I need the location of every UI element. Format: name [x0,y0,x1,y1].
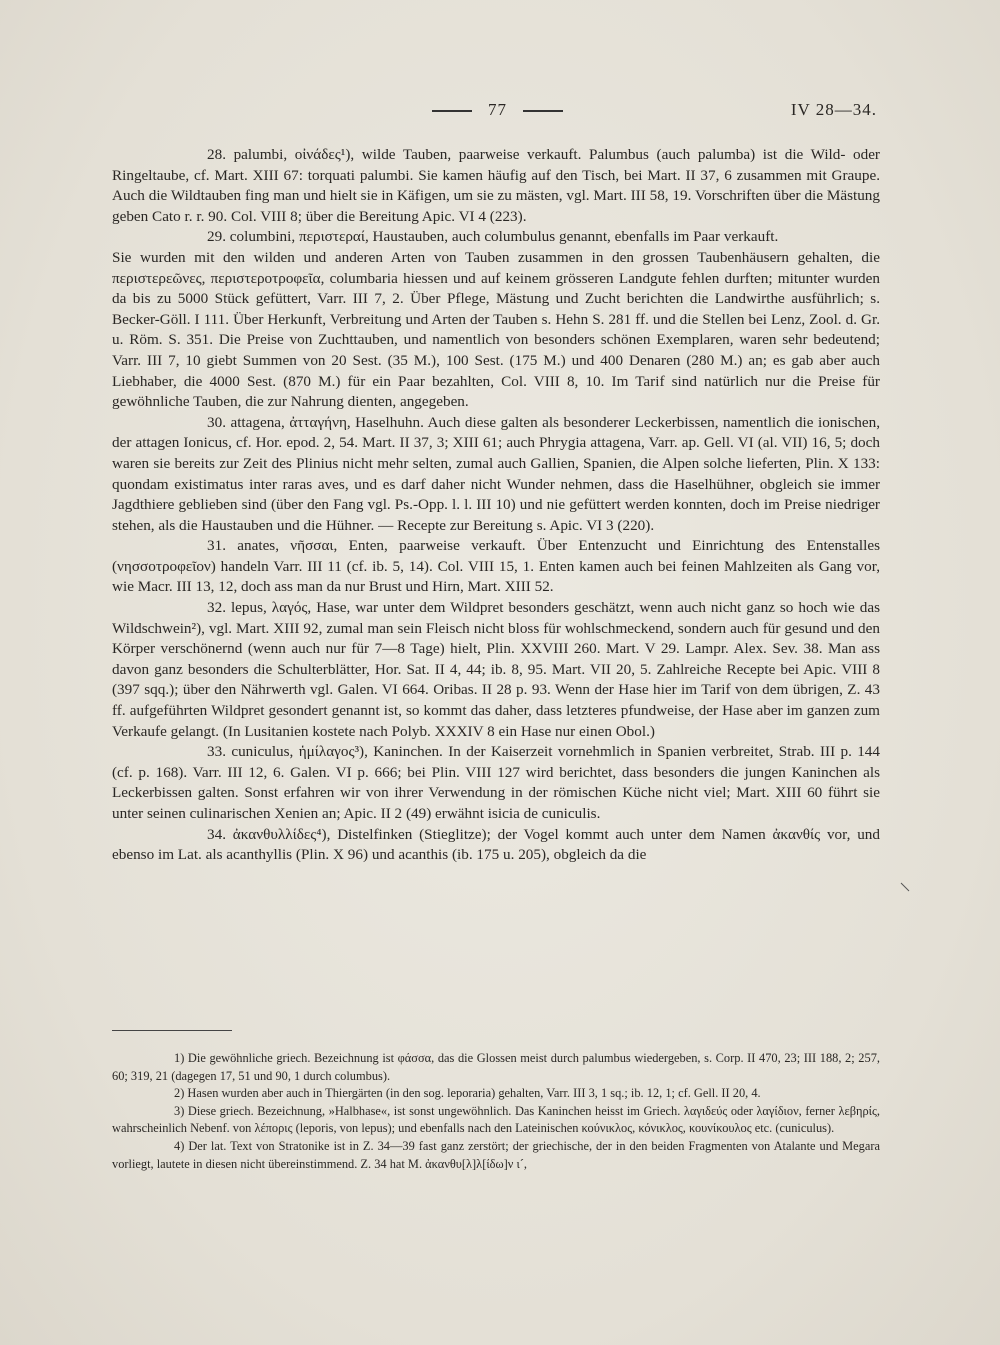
right-dash [523,110,563,112]
paragraph-34: 34. ἀκανθυλλίδες⁴), Distelfinken (Stieglitze); der Vogel kommt auch unter dem Namen ἀκανθίς vor, und ebenso im Lat. als acanthyllis (Plin. X 96) und acanthis (ib. 175 u. 205), obgleich da die [112,825,880,864]
paragraph-32: 32. lepus, λαγός, Hase, war unter dem Wildpret besonders geschätzt, wenn auch nicht ganz so hoch wie das Wildschwein²), vgl. Mart. XIII 92, zumal man sein Fleisch nicht bloss für wohlschmeckend, sondern auch für gesund und den Körper verschönernd (wenn auch nur für 7—8 Tage) hielt, Plin. XXVIII 260. Mart. V 29. Lampr. Alex. Sev. 38. Man ass davon ganz besonders die Schulterblätter, Hor. Sat. II 4, 44; ib. 8, 95. Mart. VII 20, 5. Zahlreiche Recepte bei Apic. VIII 8 (397 sqq.); über den Nährwerth vgl. Galen. VI 664. Oribas. II 28 p. 93. Wenn der Hase hier im Tarif von dem übrigen, Z. 43 ff. aufgeführten Wildpret gesondert genannt ist, so kommt das daher, dass letzteres pfundweise, der Hase aber im ganzen zum Verkaufe gelangt. (In Lusitanien kostete nach Polyb. XXXIV 8 ein Hase nur einen Obol.) [112,599,880,740]
footnote-4: 4) Der lat. Text von Stratonike ist in Z. 34—39 fast ganz zerstört; der griechische, der in den beiden Fragmenten von Atalante und Megara vorliegt, lautete in diesen nicht übereinstimmend. Z. 34 hat M. ἀκανθυ[λ]λ[ίδω]ν ι´, [112,1138,880,1171]
main-text [112,145,880,866]
footnote-rule [112,1030,232,1031]
paragraph-33: 33. cuniculus, ἡμίλαγος³), Kaninchen. In der Kaiserzeit vornehmlich in Spanien verbreitet, Strab. III p. 144 (cf. p. 168). Varr. III 12, 6. Galen. VI p. 666; bei Plin. VIII 127 wird berichtet, dass besonders die jungen Kaninchen als Leckerbissen galten. Sonst erfahren wir von ihrer Verwendung in der römischen Küche nicht viel; Mart. XIII 60 führt sie unter seinen culinarischen Xenien an; Apic. II 2 (49) erwähnt isicia de cuniculis. [112,743,880,822]
footnotes [112,1050,880,1173]
footnote-2: 2) Hasen wurden aber auch in Thiergärten (in den sog. leporaria) gehalten, Varr. III 3, 1 sq.; ib. 12, 1; cf. Gell. II 20, 4. [174,1086,761,1101]
paragraph-28: 28. palumbi, οἰνάδες¹), wilde Tauben, paarweise verkauft. Palumbus (auch palumba) ist die Wild- oder Ringeltaube, cf. Mart. XIII 67: torquati palumbi. Sie kamen häufig auf den Tisch, bei Mart. II 37, 6 zusammen mit Graupe. Auch die Wildtauben fing man und hielt sie in Käfigen, um sie zu mästen, vgl. Mart. III 58, 19. Vorschriften über die Mästung geben Cato r. r. 90. Col. VIII 8; über die Bereitung Apic. VI 4 (223). [112,146,880,225]
page-number-line [110,100,885,120]
margin-mark [900,882,910,892]
section-reference: IV 28—34. [790,100,877,119]
footnote-1: 1) Die gewöhnliche griech. Bezeichnung ist φάσσα, das die Glossen meist durch palumbus wiedergeben, s. Corp. II 470, 23; III 188, 2; 257, 60; 319, 21 (dagegen 17, 51 und 90, 1 durch columbus). [112,1051,880,1083]
paragraph-29: 29. columbini, περιστεραί, Haustauben, auch columbulus genannt, ebenfalls im Paar verkauft. [207,228,779,246]
paragraph-30: 30. attagena, ἀτταγήνη, Haselhuhn. Auch diese galten als besonderer Leckerbissen, namentlich die ionischen, der attagen Ionicus, cf. Hor. epod. 2, 54. Mart. II 37, 3; XIII 61; auch Phrygia attagena, Varr. ap. Gell. VI (al. VII) 16, 5; doch waren sie bereits zur Zeit des Plinius nicht mehr selten, zumal auch Gallien, Spanien, die Alpen solche lieferten, Plin. X 133: quondam existimatus inter raras aves, und es darf daher nicht Wunder nehmen, dass die Haselhühner, obgleich sie immer Jagdthiere geblieben sind (über den Fang vgl. Ps.-Opp. l. l. III 10) und nie gefüttert werden konnten, doch im Preise niedriger stehen, als die Haustauben und die Hühner. — Recepte zur Bereitung s. Apic. VI 3 (220). [112,413,880,534]
page-number: 77 [488,100,507,119]
running-header [110,100,885,124]
left-dash [432,110,472,112]
paragraph-29-continued: Sie wurden mit den wilden und anderen Arten von Tauben zusammen in den grossen Taubenhäusern gehalten, die περιστερεῶνες, περιστεροτροφεῖα, columbaria hiessen und auf keinem grösseren Landgute fehlen durften; mitunter wurden da bis zu 5000 Stück gefüttert, Varr. III 7, 2. Über Pflege, Mästung und Zucht berichten die Landwirthe ausführlich; s. Becker-Göll. I 111. Über Herkunft, Verbreitung und Arten der Tauben s. Hehn S. 281 ff. und die Stellen bei Lenz, Zool. d. Gr. u. Röm. S. 351. Die Preise von Zuchttauben, und namentlich von besonders schönen Exemplaren, waren sehr bedeutend; Varr. III 7, 10 giebt Summen von 20 Sest. (35 M.), 100 Sest. (175 M.) und 400 Denaren (280 M.) an; es gab aber auch Liebhaber, die 4000 Sest. (870 M.) für ein Paar bezahlten, Col. VIII 8, 10. Im Tarif sind natürlich nur die Preise für gewöhnliche Tauben, die zur Nahrung dienten, angegeben. [112,248,880,411]
paragraph-31: 31. anates, νῆσσαι, Enten, paarweise verkauft. Über Entenzucht und Einrichtung des Entenstalles (νησσοτροφεῖον) handeln Varr. III 11 (cf. ib. 5, 14). Col. VIII 15, 1. Enten kamen auch bei feinen Mahlzeiten als Gang vor, wie Macr. III 13, 12, doch ass man da nur Brust und Hirn, Mart. XIII 52. [112,537,880,596]
footnote-3: 3) Diese griech. Bezeichnung, »Halbhase«, ist sonst ungewöhnlich. Das Kaninchen heisst im Griech. λαγιδεύς oder λαγίδιον, ferner λεβηρίς, wahrscheinlich Nebenf. von λέπορις (leporis, von lepus); und ebenfalls nach den Lateinischen κούνικλος, κόνικλος, κουνίκουλος etc. (cuniculus). [112,1103,880,1136]
